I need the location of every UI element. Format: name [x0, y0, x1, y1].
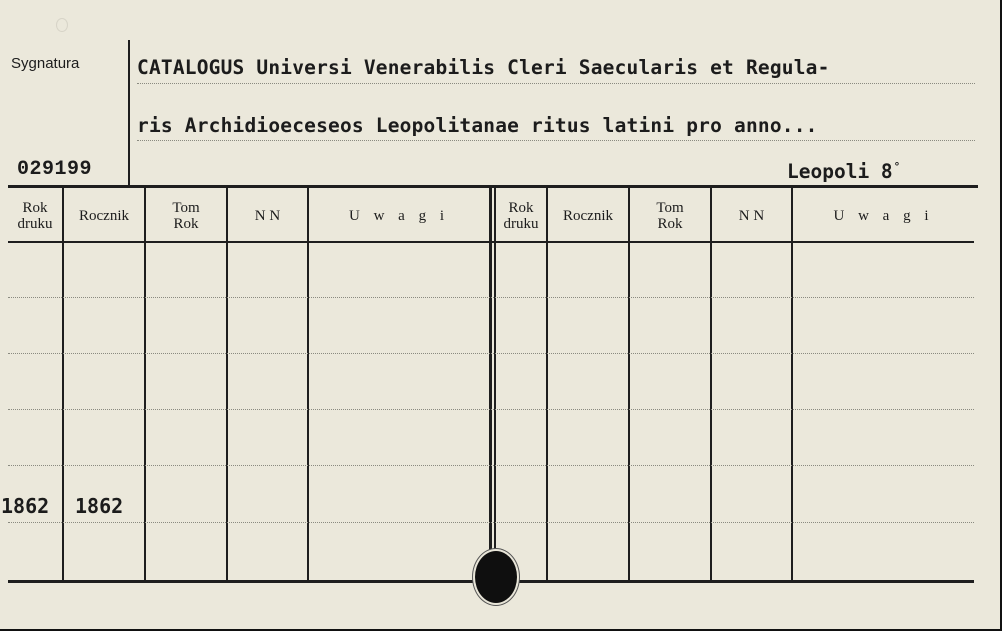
- header-tom-rok: Tom Rok: [656, 200, 684, 232]
- header-rocznik: Rocznik: [79, 208, 129, 224]
- entry-rocznik: 1862: [75, 494, 124, 518]
- header-nn: N N: [254, 208, 281, 224]
- title-dotted-line-1: [137, 83, 975, 84]
- signature-label: Sygnatura: [11, 55, 80, 72]
- table-top-rule: [8, 185, 978, 188]
- header-rok-druku: Rok druku: [503, 200, 539, 232]
- signature-number: 029199: [17, 158, 93, 181]
- place-and-format: [787, 160, 900, 183]
- header-tom-rok: Tom Rok: [172, 200, 200, 232]
- stamp-mark: [56, 18, 68, 32]
- header-uwagi: U w a g i: [349, 208, 449, 224]
- row-dotted-line: [8, 297, 974, 298]
- header-rocznik: Rocznik: [563, 208, 613, 224]
- header-nn: N N: [738, 208, 765, 224]
- entry-rok-druku: 1862: [1, 494, 50, 518]
- title-dotted-line-2: [137, 140, 975, 141]
- header-uwagi: U w a g i: [833, 208, 934, 224]
- place-text: Leopoli 8: [787, 160, 893, 183]
- signature-divider: [128, 40, 130, 185]
- title-line-2: ris Archidioeceseos Leopolitanae ritus latini pro anno...: [137, 114, 818, 137]
- row-dotted-line: [8, 522, 974, 523]
- header-rok-druku: Rok druku: [17, 200, 53, 232]
- title-line-1: CATALOGUS Universi Venerabilis Cleri Saecularis et Regula-: [137, 56, 830, 79]
- row-dotted-line: [8, 409, 974, 410]
- format-degree: °: [893, 160, 901, 173]
- punch-hole: [473, 549, 519, 605]
- row-dotted-line: [8, 353, 974, 354]
- row-dotted-line: [8, 465, 974, 466]
